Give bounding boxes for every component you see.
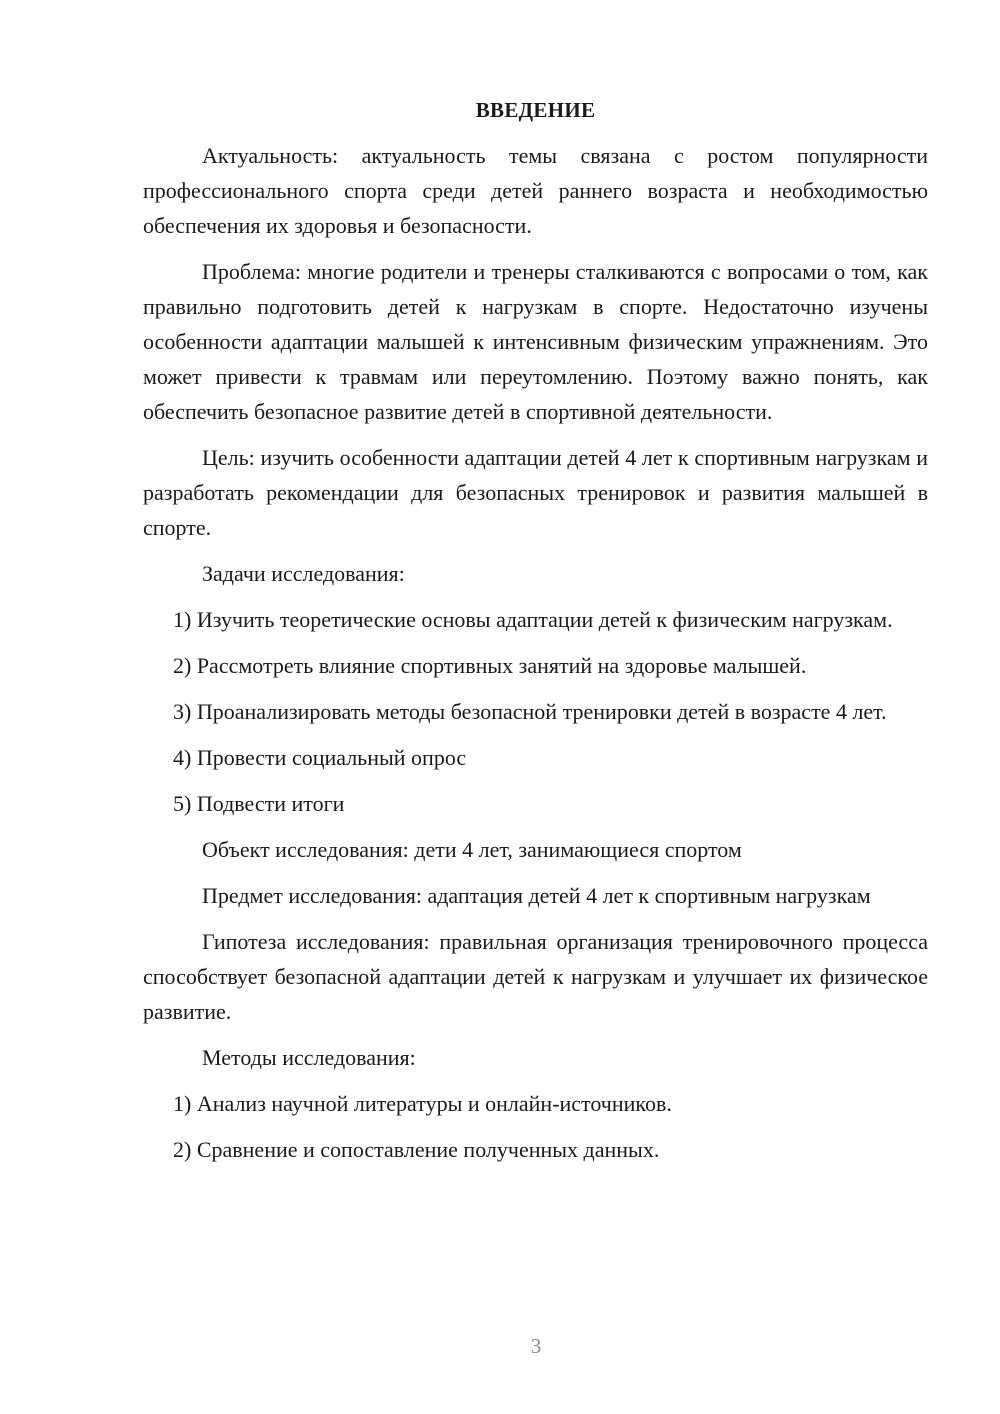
problem-paragraph: Проблема: многие родители и тренеры сталкиваются с вопросами о том, как правильно подготовить детей к нагрузкам в спорте. Недостаточно изучены особенности адаптации малышей к интенсивным физическим упражнениям. Это может привести к травмам или переутомлению. Поэтому важно понять, как обеспечить безопасное развитие детей в спортивной деятельности. (143, 259, 928, 424)
methods-heading: Методы исследования: (202, 1045, 416, 1070)
task-item: 2) Рассмотреть влияние спортивных занятий на здоровье малышей. (173, 653, 807, 678)
page-content (143, 96, 928, 1178)
method-item: 1) Анализ научной литературы и онлайн-источников. (173, 1091, 672, 1116)
task-item: 5) Подвести итоги (173, 791, 345, 816)
section-title: ВВЕДЕНИЕ (475, 98, 596, 122)
object-paragraph: Объект исследования: дети 4 лет, занимающиеся спортом (202, 837, 742, 862)
relevance-paragraph: Актуальность: актуальность темы связана с ростом популярности профессионального спорта среди детей раннего возраста и необходимостью обеспечения их здоровья и безопасности. (143, 143, 928, 238)
tasks-heading: Задачи исследования: (202, 561, 405, 586)
task-item: 3) Проанализировать методы безопасной тренировки детей в возрасте 4 лет. (173, 699, 887, 724)
method-item: 2) Сравнение и сопоставление полученных данных. (173, 1137, 660, 1162)
goal-paragraph: Цель: изучить особенности адаптации детей 4 лет к спортивным нагрузкам и разработать рекомендации для безопасных тренировок и развития малышей в спорте. (143, 445, 928, 540)
task-item: 4) Провести социальный опрос (173, 745, 467, 770)
page-number: 3 (530, 1334, 542, 1358)
task-item: 1) Изучить теоретические основы адаптации детей к физическим нагрузкам. (173, 607, 893, 632)
hypothesis-paragraph: Гипотеза исследования: правильная организация тренировочного процесса способствует безопасной адаптации детей к нагрузкам и улучшает их физическое развитие. (143, 929, 928, 1024)
subject-paragraph: Предмет исследования: адаптация детей 4 лет к спортивным нагрузкам (202, 883, 871, 908)
